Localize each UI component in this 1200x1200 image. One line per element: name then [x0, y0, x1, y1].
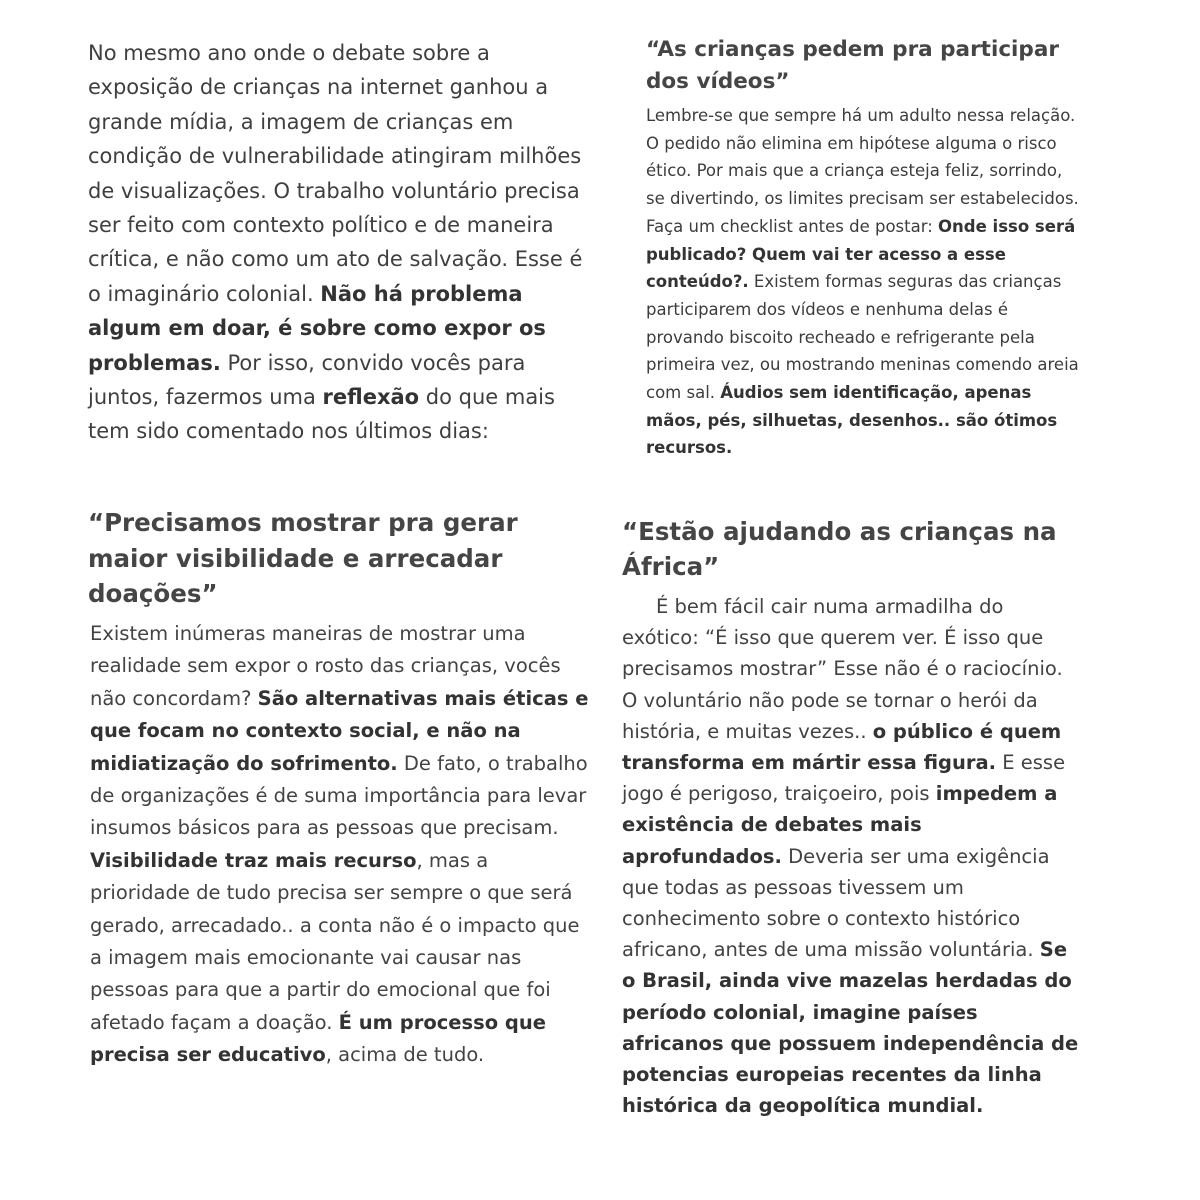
intro-text: Por isso, convido vocês para juntos, fazermos uma	[88, 350, 526, 410]
body-bold: Onde isso será publicado? Quem vai ter acesso a esse conteúdo?.	[646, 216, 1076, 292]
body-text: De fato, o trabalho de organizações é de suma importância para levar insumos básicos para as pessoas que precisam.	[90, 751, 588, 840]
body-text: É bem fácil cair numa armadilha do exótico: “É isso que querem ver. É isso que precisamos mostrar” Esse não é o raciocínio. O voluntário não pode se tornar o herói da história, e muitas vezes..	[622, 595, 1063, 743]
intro-bold: Não há problema algum em doar, é sobre como expor os problemas.	[88, 281, 546, 375]
intro-bold: reflexão	[322, 385, 420, 410]
body-bold: É um processo que precisa ser educativo	[90, 1010, 546, 1067]
body-text: Lembre-se que sempre há um adulto nessa relação. O pedido não elimina em hipótese alguma o risco ético. Por mais que a criança esteja feliz, sorrindo, se divertindo, os limites precisam ser estabelecidos. Faça um checklist antes de postar:	[646, 106, 1079, 236]
body-text: Existem inúmeras maneiras de mostrar uma realidade sem expor o rosto das crianças, vocês não concordam?	[90, 622, 561, 710]
section-heading-visibility: “Precisamos mostrar pra gerar maior visibilidade e arrecadar doações”	[88, 508, 518, 608]
body-bold: Visibilidade traz mais recurso	[90, 848, 417, 872]
body-text: E esse jogo é perigoso, traiçoeiro, pois	[622, 751, 1066, 806]
intro-text: No mesmo ano onde o debate sobre a exposição de crianças na internet ganhou a grande mídia, a imagem de crianças em condição de vulnerabilidade atingiram milhões de visualizações. O trabalho voluntário precisa ser feito com contexto político e de maneira crítica, e não como um ato de salvação. Esse é o imaginário colonial.	[88, 41, 583, 306]
intro-text: do que mais tem sido comentado nos últimos dias:	[88, 385, 555, 444]
body-text: , mas a prioridade de tudo precisa ser sempre o que será gerado, arrecadado.. a conta não é o impacto que a imagem mais emocionante vai causar nas pessoas para que a partir do emocional que foi afetado façam a doação.	[90, 848, 580, 1034]
section-body-children-ask	[646, 102, 1086, 462]
body-bold: Áudios sem identificação, apenas mãos, pés, silhuetas, desenhos.. são ótimos recursos.	[646, 383, 1058, 458]
body-bold: Se o Brasil, ainda vive mazelas herdadas do período colonial, imagine países africanos que possuem independência de potencias europeias recentes da linha histórica da geopolítica mundial.	[622, 938, 1079, 1118]
section-heading-africa: “Estão ajudando as crianças na África”	[622, 517, 1057, 581]
section-body-visibility	[90, 618, 590, 1072]
intro-paragraph	[88, 36, 593, 449]
body-text: Deveria ser uma exigência que todas as pessoas tivessem um conhecimento sobre o contexto histórico africano, antes de uma missão voluntária.	[622, 844, 1050, 962]
body-bold: o público é quem transforma em mártir essa figura.	[622, 719, 1062, 775]
section-heading-children-ask: “As crianças pedem pra participar dos vídeos”	[646, 37, 1059, 94]
section-body-africa	[622, 591, 1082, 1121]
body-text: , acima de tudo.	[325, 1043, 485, 1067]
body-bold: impedem a existência de debates mais aprofundados.	[622, 782, 1058, 868]
body-text: Existem formas seguras das crianças participarem dos vídeos e nenhuma delas é provando biscoito recheado e refrigerante pela primeira vez, ou mostrando meninas comendo areia com sal.	[646, 272, 1079, 403]
body-bold: São alternativas mais éticas e que focam no contexto social, e não na midiatização do sofrimento.	[90, 686, 589, 775]
